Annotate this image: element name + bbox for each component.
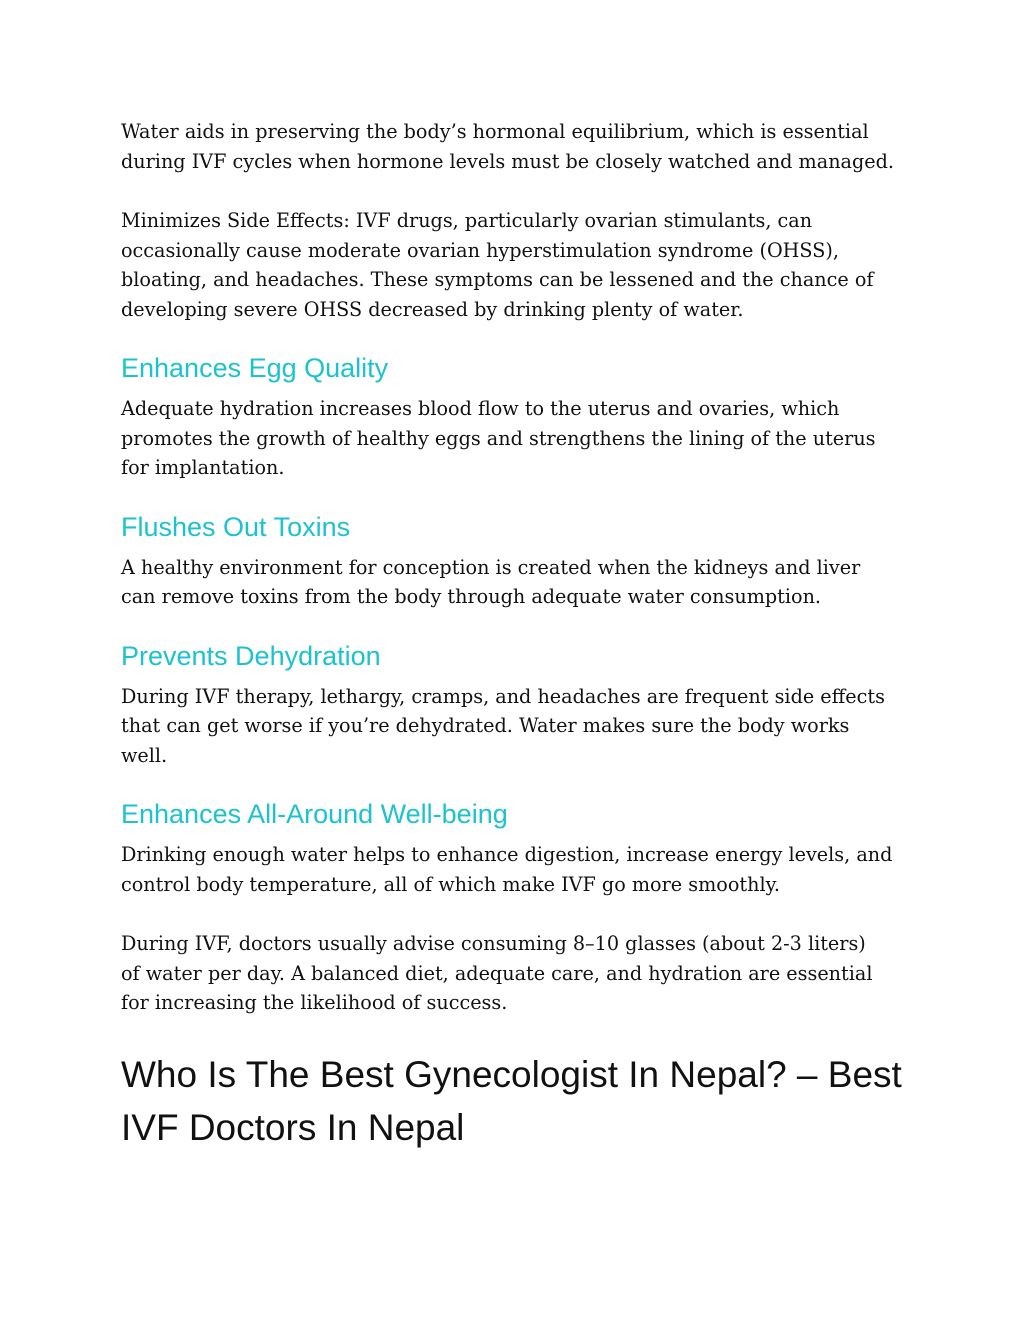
paragraph-flushes-toxins: A healthy environment for conception is created when the kidneys and liver can remove toxins from the body through adequate water consumption. (121, 555, 861, 608)
heading-prevents-dehydration: Prevents Dehydration (121, 640, 381, 671)
paragraph-glasses-per-day: During IVF, doctors usually advise consuming 8–10 glasses (about 2-3 liters) of water per day. A balanced diet, adequate care, and hydration are essential for increasing the likelihood of success. (121, 932, 873, 1014)
document-page (121, 117, 921, 1154)
paragraph-well-being: Drinking enough water helps to enhance digestion, increase energy levels, and control body temperature, all of which make IVF go more smoothly. (121, 843, 893, 896)
paragraph-prevents-dehydration: During IVF therapy, lethargy, cramps, and headaches are frequent side effects that can get worse if you’re dehydrated. Water makes sure the body works well. (121, 684, 885, 767)
paragraph-side-effects: Minimizes Side Effects: IVF drugs, particularly ovarian stimulants, can occasionally cause moderate ovarian hyperstimulation syndrome (OHSS), bloating, and headaches. These symptoms can be lessened and the chance of developing severe OHSS decreased by drinking plenty of water. (121, 209, 874, 321)
heading-well-being: Enhances All-Around Well-being (121, 799, 508, 829)
heading-flushes-toxins: Flushes Out Toxins (121, 511, 351, 542)
paragraph-hormonal-equilibrium: Water aids in preserving the body’s hormonal equilibrium, which is essential during IVF cycles when hormone levels must be closely watched and managed. (121, 120, 895, 173)
paragraph-egg-quality: Adequate hydration increases blood flow to the uterus and ovaries, which promotes the growth of healthy eggs and strengthens the lining of the uterus for implantation. (121, 397, 876, 479)
heading-egg-quality: Enhances Egg Quality (121, 353, 389, 383)
heading-best-gynecologist: Who Is The Best Gynecologist In Nepal? – Best IVF Doctors In Nepal (121, 1053, 902, 1148)
